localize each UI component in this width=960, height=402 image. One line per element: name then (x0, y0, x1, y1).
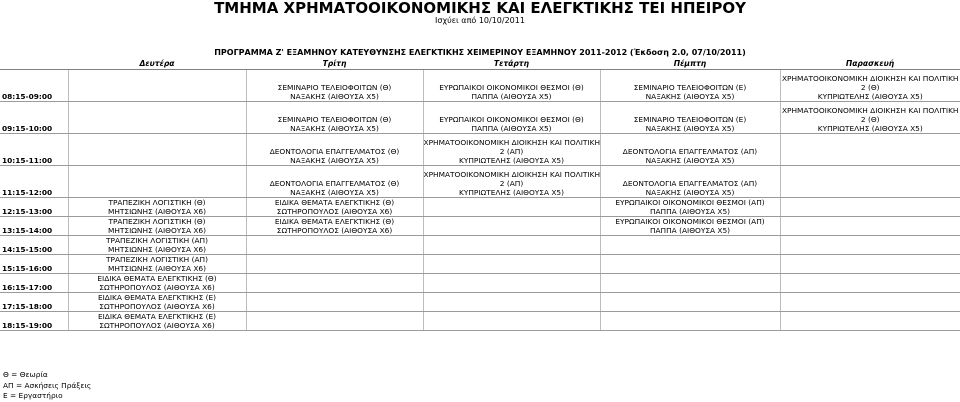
timetable (0, 58, 960, 331)
schedule-cell-thursday (600, 134, 780, 166)
schedule-cell-monday (68, 134, 246, 166)
course-line: ΜΗΤΣΙΩΝΗΣ (ΑΙΘΟΥΣΑ Χ6) (107, 245, 207, 254)
table-row (0, 236, 960, 255)
time-slot-label: 14:15-15:00 (0, 236, 68, 255)
schedule-cell-tuesday (246, 274, 423, 293)
course-line: ΕΥΡΩΠΑΙΚΟΙ ΟΙΚΟΝΟΜΙΚΟΙ ΘΕΣΜΟΙ (Θ) (439, 115, 584, 124)
timetable-body (0, 70, 960, 331)
course-line: ΕΙΔΙΚΑ ΘΕΜΑΤΑ ΕΛΕΓΚΤΙΚΗΣ (Ε) (97, 312, 217, 321)
schedule-cell-thursday (600, 217, 780, 236)
schedule-cell-monday (68, 293, 246, 312)
schedule-cell-monday (68, 274, 246, 293)
time-slot-label: 15:15-16:00 (0, 255, 68, 274)
course-line: ΧΡΗΜΑΤΟΟΙΚΟΝΟΜΙΚΗ ΔΙΟΙΚΗΣΗ ΚΑΙ ΠΟΛΙΤΙΚΗ (781, 106, 959, 115)
schedule-cell-friday (780, 293, 960, 312)
schedule-cell-friday (780, 312, 960, 331)
schedule-cell-friday (780, 134, 960, 166)
course-line: ΤΡΑΠΕΖΙΚΗ ΛΟΓΙΣΤΙΚΗ (Θ) (108, 217, 206, 226)
table-row (0, 70, 960, 102)
schedule-cell-monday (68, 102, 246, 134)
course-line: ΝΑΞΑΚΗΣ (ΑΙΘΟΥΣΑ Χ5) (645, 188, 735, 197)
time-slot-label: 10:15-11:00 (0, 134, 68, 166)
time-header (0, 58, 68, 70)
schedule-cell-tuesday (246, 293, 423, 312)
schedule-cell-friday (780, 70, 960, 102)
time-slot-label: 12:15-13:00 (0, 198, 68, 217)
time-slot-label: 08:15-09:00 (0, 70, 68, 102)
course-line: ΔΕΟΝΤΟΛΟΓΙΑ ΕΠΑΓΓΕΛΜΑΤΟΣ (ΑΠ) (622, 179, 758, 188)
course-line: ΕΙΔΙΚΑ ΘΕΜΑΤΑ ΕΛΕΓΚΤΙΚΗΣ (Θ) (97, 274, 217, 283)
course-line: ΧΡΗΜΑΤΟΟΙΚΟΝΟΜΙΚΗ ΔΙΟΙΚΗΣΗ ΚΑΙ ΠΟΛΙΤΙΚΗ (423, 170, 600, 179)
schedule-cell-wednesday (423, 70, 600, 102)
schedule-cell-friday (780, 217, 960, 236)
course-line: ΚΥΠΡΙΩΤΕΛΗΣ (ΑΙΘΟΥΣΑ Χ5) (817, 92, 923, 101)
course-line: ΜΗΤΣΙΩΝΗΣ (ΑΙΘΟΥΣΑ Χ6) (107, 226, 207, 235)
schedule-cell-tuesday (246, 134, 423, 166)
course-line: 2 (ΑΠ) (499, 147, 524, 156)
time-slot-label: 09:15-10:00 (0, 102, 68, 134)
day-header-thursday: Πέμπτη (600, 58, 780, 70)
legend-lab: Ε = Εργαστήριο (3, 391, 63, 400)
course-line: ΝΑΞΑΚΗΣ (ΑΙΘΟΥΣΑ Χ5) (645, 156, 735, 165)
schedule-cell-tuesday (246, 312, 423, 331)
course-line: ΤΡΑΠΕΖΙΚΗ ΛΟΓΙΣΤΙΚΗ (Θ) (108, 198, 206, 207)
course-line: ΧΡΗΜΑΤΟΟΙΚΟΝΟΜΙΚΗ ΔΙΟΙΚΗΣΗ ΚΑΙ ΠΟΛΙΤΙΚΗ (781, 74, 959, 83)
schedule-cell-wednesday (423, 293, 600, 312)
schedule-cell-thursday (600, 70, 780, 102)
course-line: ΔΕΟΝΤΟΛΟΓΙΑ ΕΠΑΓΓΕΛΜΑΤΟΣ (ΑΠ) (622, 147, 758, 156)
page-title: ΤΜΗΜΑ ΧΡΗΜΑΤΟΟΙΚΟΝΟΜΙΚΗΣ ΚΑΙ ΕΛΕΓΚΤΙΚΗΣ ΤΕΙ ΗΠΕΙΡΟΥ (214, 0, 746, 17)
schedule-cell-tuesday (246, 198, 423, 217)
schedule-cell-friday (780, 255, 960, 274)
schedule-cell-monday (68, 70, 246, 102)
schedule-cell-thursday (600, 274, 780, 293)
table-row (0, 134, 960, 166)
table-row (0, 198, 960, 217)
schedule-cell-monday (68, 255, 246, 274)
table-row (0, 274, 960, 293)
day-header-wednesday: Τετάρτη (423, 58, 600, 70)
course-line: ΠΑΠΠΑ (ΑΙΘΟΥΣΑ Χ5) (649, 207, 731, 216)
course-line: ΣΕΜΙΝΑΡΙΟ ΤΕΛΕΙΟΦΟΙΤΩΝ (Ε) (633, 83, 747, 92)
schedule-cell-wednesday (423, 217, 600, 236)
course-line: ΜΗΤΣΙΩΝΗΣ (ΑΙΘΟΥΣΑ Χ6) (107, 207, 207, 216)
course-line: ΤΡΑΠΕΖΙΚΗ ΛΟΓΙΣΤΙΚΗ (ΑΠ) (106, 255, 208, 264)
course-line: ΣΩΤΗΡΟΠΟΥΛΟΣ (ΑΙΘΟΥΣΑ Χ6) (276, 207, 393, 216)
course-line: ΜΗΤΣΙΩΝΗΣ (ΑΙΘΟΥΣΑ Χ6) (107, 264, 207, 273)
course-line: ΕΥΡΩΠΑΙΚΟΙ ΟΙΚΟΝΟΜΙΚΟΙ ΘΕΣΜΟΙ (Θ) (439, 83, 584, 92)
program-heading: ΠΡΟΓΡΑΜΜΑ Ζ' ΕΞΑΜΗΝΟΥ ΚΑΤΕΥΘΥΝΣΗΣ ΕΛΕΓΚΤΙΚΗΣ ΧΕΙΜΕΡΙΝΟΥ ΕΞΑΜΗΝΟΥ 2011-2012 (Έκδοση 2.0, 07/10/2011) (214, 48, 746, 57)
course-line: ΣΕΜΙΝΑΡΙΟ ΤΕΛΕΙΟΦΟΙΤΩΝ (Ε) (633, 115, 747, 124)
legend-exercises: ΑΠ = Ασκήσεις Πράξεις (3, 380, 92, 390)
day-header-monday: Δευτέρα (68, 58, 246, 70)
course-line: ΝΑΞΑΚΗΣ (ΑΙΘΟΥΣΑ Χ5) (290, 156, 379, 165)
course-line: ΣΩΤΗΡΟΠΟΥΛΟΣ (ΑΙΘΟΥΣΑ Χ6) (99, 283, 215, 292)
course-line: ΣΩΤΗΡΟΠΟΥΛΟΣ (ΑΙΘΟΥΣΑ Χ6) (99, 302, 215, 311)
schedule-cell-wednesday (423, 312, 600, 331)
course-line: ΝΑΞΑΚΗΣ (ΑΙΘΟΥΣΑ Χ5) (290, 124, 379, 133)
course-line: ΠΑΠΠΑ (ΑΙΘΟΥΣΑ Χ5) (471, 124, 552, 133)
table-row (0, 312, 960, 331)
day-header-friday: Παρασκευή (780, 58, 960, 70)
table-row (0, 166, 960, 198)
schedule-cell-friday (780, 198, 960, 217)
course-line: ΔΕΟΝΤΟΛΟΓΙΑ ΕΠΑΓΓΕΛΜΑΤΟΣ (Θ) (269, 147, 400, 156)
time-slot-label: 18:15-19:00 (0, 312, 68, 331)
day-header-row (0, 58, 960, 70)
time-slot-label: 11:15-12:00 (0, 166, 68, 198)
schedule-cell-tuesday (246, 217, 423, 236)
day-header-tuesday: Τρίτη (246, 58, 423, 70)
schedule-cell-monday (68, 312, 246, 331)
course-line: ΧΡΗΜΑΤΟΟΙΚΟΝΟΜΙΚΗ ΔΙΟΙΚΗΣΗ ΚΑΙ ΠΟΛΙΤΙΚΗ (423, 138, 600, 147)
schedule-cell-thursday (600, 166, 780, 198)
schedule-cell-wednesday (423, 255, 600, 274)
schedule-cell-tuesday (246, 102, 423, 134)
schedule-cell-wednesday (423, 198, 600, 217)
schedule-cell-wednesday (423, 166, 600, 198)
table-row (0, 217, 960, 236)
course-line: ΝΑΞΑΚΗΣ (ΑΙΘΟΥΣΑ Χ5) (290, 92, 379, 101)
table-row (0, 102, 960, 134)
course-line: ΚΥΠΡΙΩΤΕΛΗΣ (ΑΙΘΟΥΣΑ Χ5) (458, 156, 564, 165)
legend-theory: Θ = Θεωρία (3, 370, 48, 379)
schedule-cell-friday (780, 274, 960, 293)
course-line: ΣΩΤΗΡΟΠΟΥΛΟΣ (ΑΙΘΟΥΣΑ Χ6) (99, 321, 215, 330)
schedule-cell-tuesday (246, 236, 423, 255)
table-row (0, 293, 960, 312)
schedule-cell-monday (68, 236, 246, 255)
course-line: ΣΕΜΙΝΑΡΙΟ ΤΕΛΕΙΟΦΟΙΤΩΝ (Θ) (277, 83, 392, 92)
course-line: ΕΥΡΩΠΑΙΚΟΙ ΟΙΚΟΝΟΜΙΚΟΙ ΘΕΣΜΟΙ (ΑΠ) (615, 198, 765, 207)
course-line: 2 (Θ) (860, 83, 880, 92)
course-line: ΠΑΠΠΑ (ΑΙΘΟΥΣΑ Χ5) (649, 226, 731, 235)
course-line: ΕΙΔΙΚΑ ΘΕΜΑΤΑ ΕΛΕΓΚΤΙΚΗΣ (Θ) (274, 198, 395, 207)
time-slot-label: 13:15-14:00 (0, 217, 68, 236)
schedule-cell-thursday (600, 255, 780, 274)
schedule-cell-monday (68, 217, 246, 236)
course-line: ΕΙΔΙΚΑ ΘΕΜΑΤΑ ΕΛΕΓΚΤΙΚΗΣ (Θ) (274, 217, 395, 226)
course-line: ΚΥΠΡΙΩΤΕΛΗΣ (ΑΙΘΟΥΣΑ Χ5) (458, 188, 564, 197)
course-line: ΔΕΟΝΤΟΛΟΓΙΑ ΕΠΑΓΓΕΛΜΑΤΟΣ (Θ) (269, 179, 400, 188)
course-line: 2 (Θ) (860, 115, 880, 124)
schedule-cell-thursday (600, 102, 780, 134)
time-slot-label: 17:15-18:00 (0, 293, 68, 312)
effective-date: Ισχύει από 10/10/2011 (435, 16, 525, 25)
schedule-cell-thursday (600, 312, 780, 331)
schedule-cell-wednesday (423, 236, 600, 255)
schedule-cell-wednesday (423, 134, 600, 166)
schedule-cell-thursday (600, 198, 780, 217)
schedule-cell-monday (68, 166, 246, 198)
schedule-cell-tuesday (246, 255, 423, 274)
course-line: ΝΑΞΑΚΗΣ (ΑΙΘΟΥΣΑ Χ5) (645, 124, 735, 133)
course-line: 2 (ΑΠ) (499, 179, 524, 188)
course-line: ΣΩΤΗΡΟΠΟΥΛΟΣ (ΑΙΘΟΥΣΑ Χ6) (276, 226, 393, 235)
schedule-cell-tuesday (246, 166, 423, 198)
schedule-cell-thursday (600, 293, 780, 312)
course-line: ΣΕΜΙΝΑΡΙΟ ΤΕΛΕΙΟΦΟΙΤΩΝ (Θ) (277, 115, 392, 124)
schedule-cell-wednesday (423, 102, 600, 134)
course-line: ΕΥΡΩΠΑΙΚΟΙ ΟΙΚΟΝΟΜΙΚΟΙ ΘΕΣΜΟΙ (ΑΠ) (615, 217, 765, 226)
course-line: ΝΑΞΑΚΗΣ (ΑΙΘΟΥΣΑ Χ5) (645, 92, 735, 101)
table-row (0, 255, 960, 274)
course-line: ΤΡΑΠΕΖΙΚΗ ΛΟΓΙΣΤΙΚΗ (ΑΠ) (106, 236, 208, 245)
course-line: ΕΙΔΙΚΑ ΘΕΜΑΤΑ ΕΛΕΓΚΤΙΚΗΣ (Ε) (97, 293, 217, 302)
schedule-cell-tuesday (246, 70, 423, 102)
schedule-cell-wednesday (423, 274, 600, 293)
time-slot-label: 16:15-17:00 (0, 274, 68, 293)
schedule-cell-friday (780, 166, 960, 198)
course-line: ΠΑΠΠΑ (ΑΙΘΟΥΣΑ Χ5) (471, 92, 552, 101)
schedule-cell-friday (780, 236, 960, 255)
legend (3, 370, 91, 402)
course-line: ΚΥΠΡΙΩΤΕΛΗΣ (ΑΙΘΟΥΣΑ Χ5) (817, 124, 923, 133)
schedule-cell-thursday (600, 236, 780, 255)
course-line: ΝΑΞΑΚΗΣ (ΑΙΘΟΥΣΑ Χ5) (290, 188, 379, 197)
schedule-cell-friday (780, 102, 960, 134)
schedule-cell-monday (68, 198, 246, 217)
